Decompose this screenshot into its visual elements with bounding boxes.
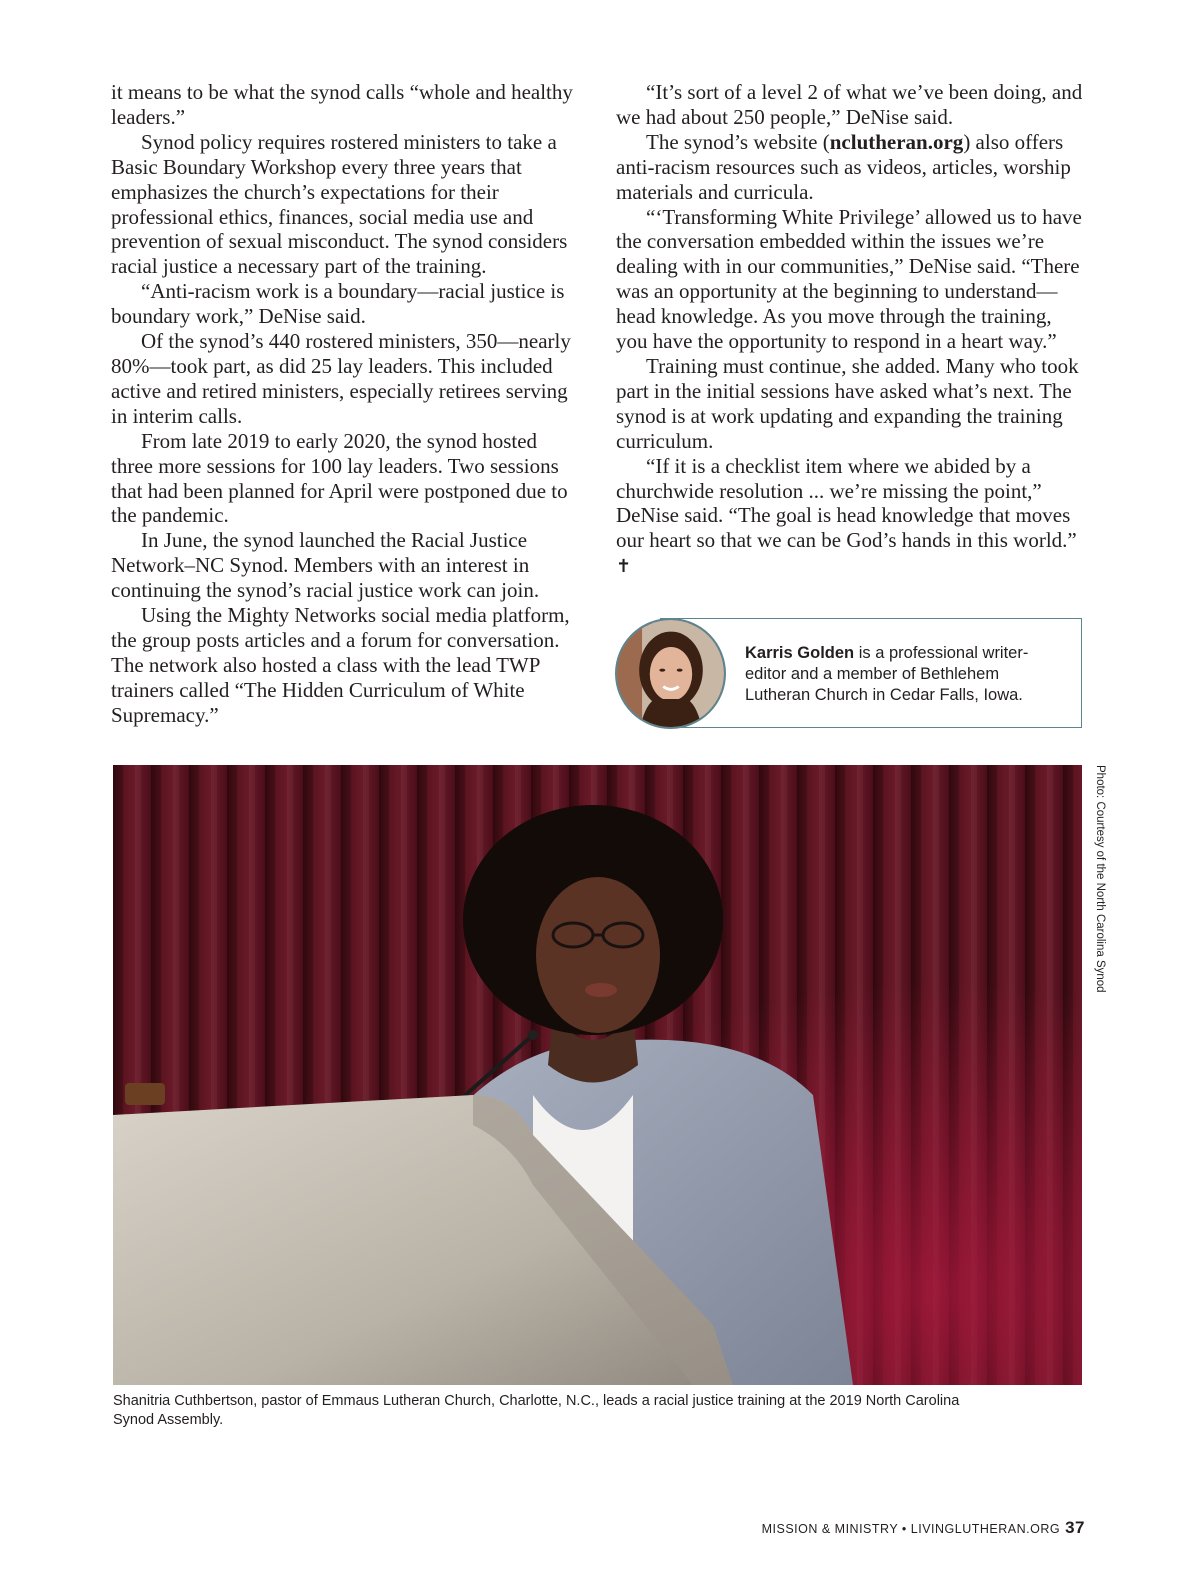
text-span: The synod’s website ( [646, 129, 830, 154]
website-link[interactable]: nclutheran.org [829, 129, 964, 154]
paragraph: “Anti-racism work is a boundary—racial justice is boundary work,” DeNise said. [111, 279, 565, 329]
text-span: “If it is a checklist item where we abided by a churchwide resolution ... we’re missing the point,” DeNise said. “The goal is head knowledge that moves our heart so that we can be God’s hands in this world.” [616, 453, 1077, 553]
author-avatar [615, 618, 726, 729]
footer-section-label: MISSION & MINISTRY • LIVINGLUTHERAN.ORG [761, 1522, 1061, 1536]
article-right-column [616, 80, 1086, 580]
author-portrait-image [617, 620, 724, 727]
paragraph: In June, the synod launched the Racial Justice Network–NC Synod. Members with an interest in continuing the synod’s racial justice work can join. [111, 528, 540, 603]
speaker-at-podium-image [113, 765, 1082, 1385]
page-footer [762, 1518, 1085, 1538]
author-description: is a professional writer-editor and a member of Bethlehem Lutheran Church in Cedar Falls, Iowa. [745, 644, 1029, 704]
paragraph [616, 130, 1086, 205]
feature-photo [113, 765, 1082, 1385]
author-name: Karris Golden [745, 644, 855, 662]
paragraph: “‘Transforming White Privilege’ allowed us to have the conversation embedded within the issues we’re dealing with in our communities,” DeNise said. “There was an opportunity at the beginning to understand—head knowledge. As you move through the training, you have the opportunity to respond in a heart way.” [616, 204, 1082, 354]
paragraph: Training must continue, she added. Many who took part in the initial sessions have asked what’s next. The synod is at work updating and expanding the training curriculum. [616, 353, 1079, 453]
photo-caption: Shanitria Cuthbertson, pastor of Emmaus Lutheran Church, Charlotte, N.C., leads a racial justice training at the 2019 North Carolina Synod Assembly. [113, 1393, 960, 1428]
paragraph: it means to be what the synod calls “whole and healthy leaders.” [111, 80, 573, 129]
page-number: 37 [1065, 1518, 1085, 1537]
author-bio-text [745, 643, 1065, 706]
article-left-column [111, 80, 581, 728]
paragraph: Of the synod’s 440 rostered ministers, 350—nearly 80%—took part, as did 25 lay leaders. This included active and retired ministers, especially retirees serving in interim calls. [111, 329, 571, 428]
paragraph [616, 454, 1086, 581]
paragraph: “It’s sort of a level 2 of what we’ve been doing, and we had about 250 people,” DeNise said. [616, 80, 1083, 129]
paragraph: Synod policy requires rostered ministers to take a Basic Boundary Workshop every three years that emphasizes the church’s expectations for their professional ethics, finances, social media use and prevention of sexual misconduct. The synod considers racial justice a necessary part of the training. [111, 129, 568, 279]
text-span: ) also offers anti-racism resources such as videos, articles, worship materials and curricula. [616, 129, 1071, 204]
paragraph: Using the Mighty Networks social media platform, the group posts articles and a forum for conversation. The network also hosted a class with the lead TWP trainers called “The Hidden Curriculum of White Supremacy.” [111, 603, 570, 727]
cross-end-mark-icon: ✝ [616, 556, 632, 578]
photo-credit: Photo: Courtesy of the North Carolina Synod [1094, 765, 1106, 993]
paragraph: From late 2019 to early 2020, the synod hosted three more sessions for 100 lay leaders. Two sessions that had been planned for April were postponed due to the pandemic. [111, 428, 568, 528]
